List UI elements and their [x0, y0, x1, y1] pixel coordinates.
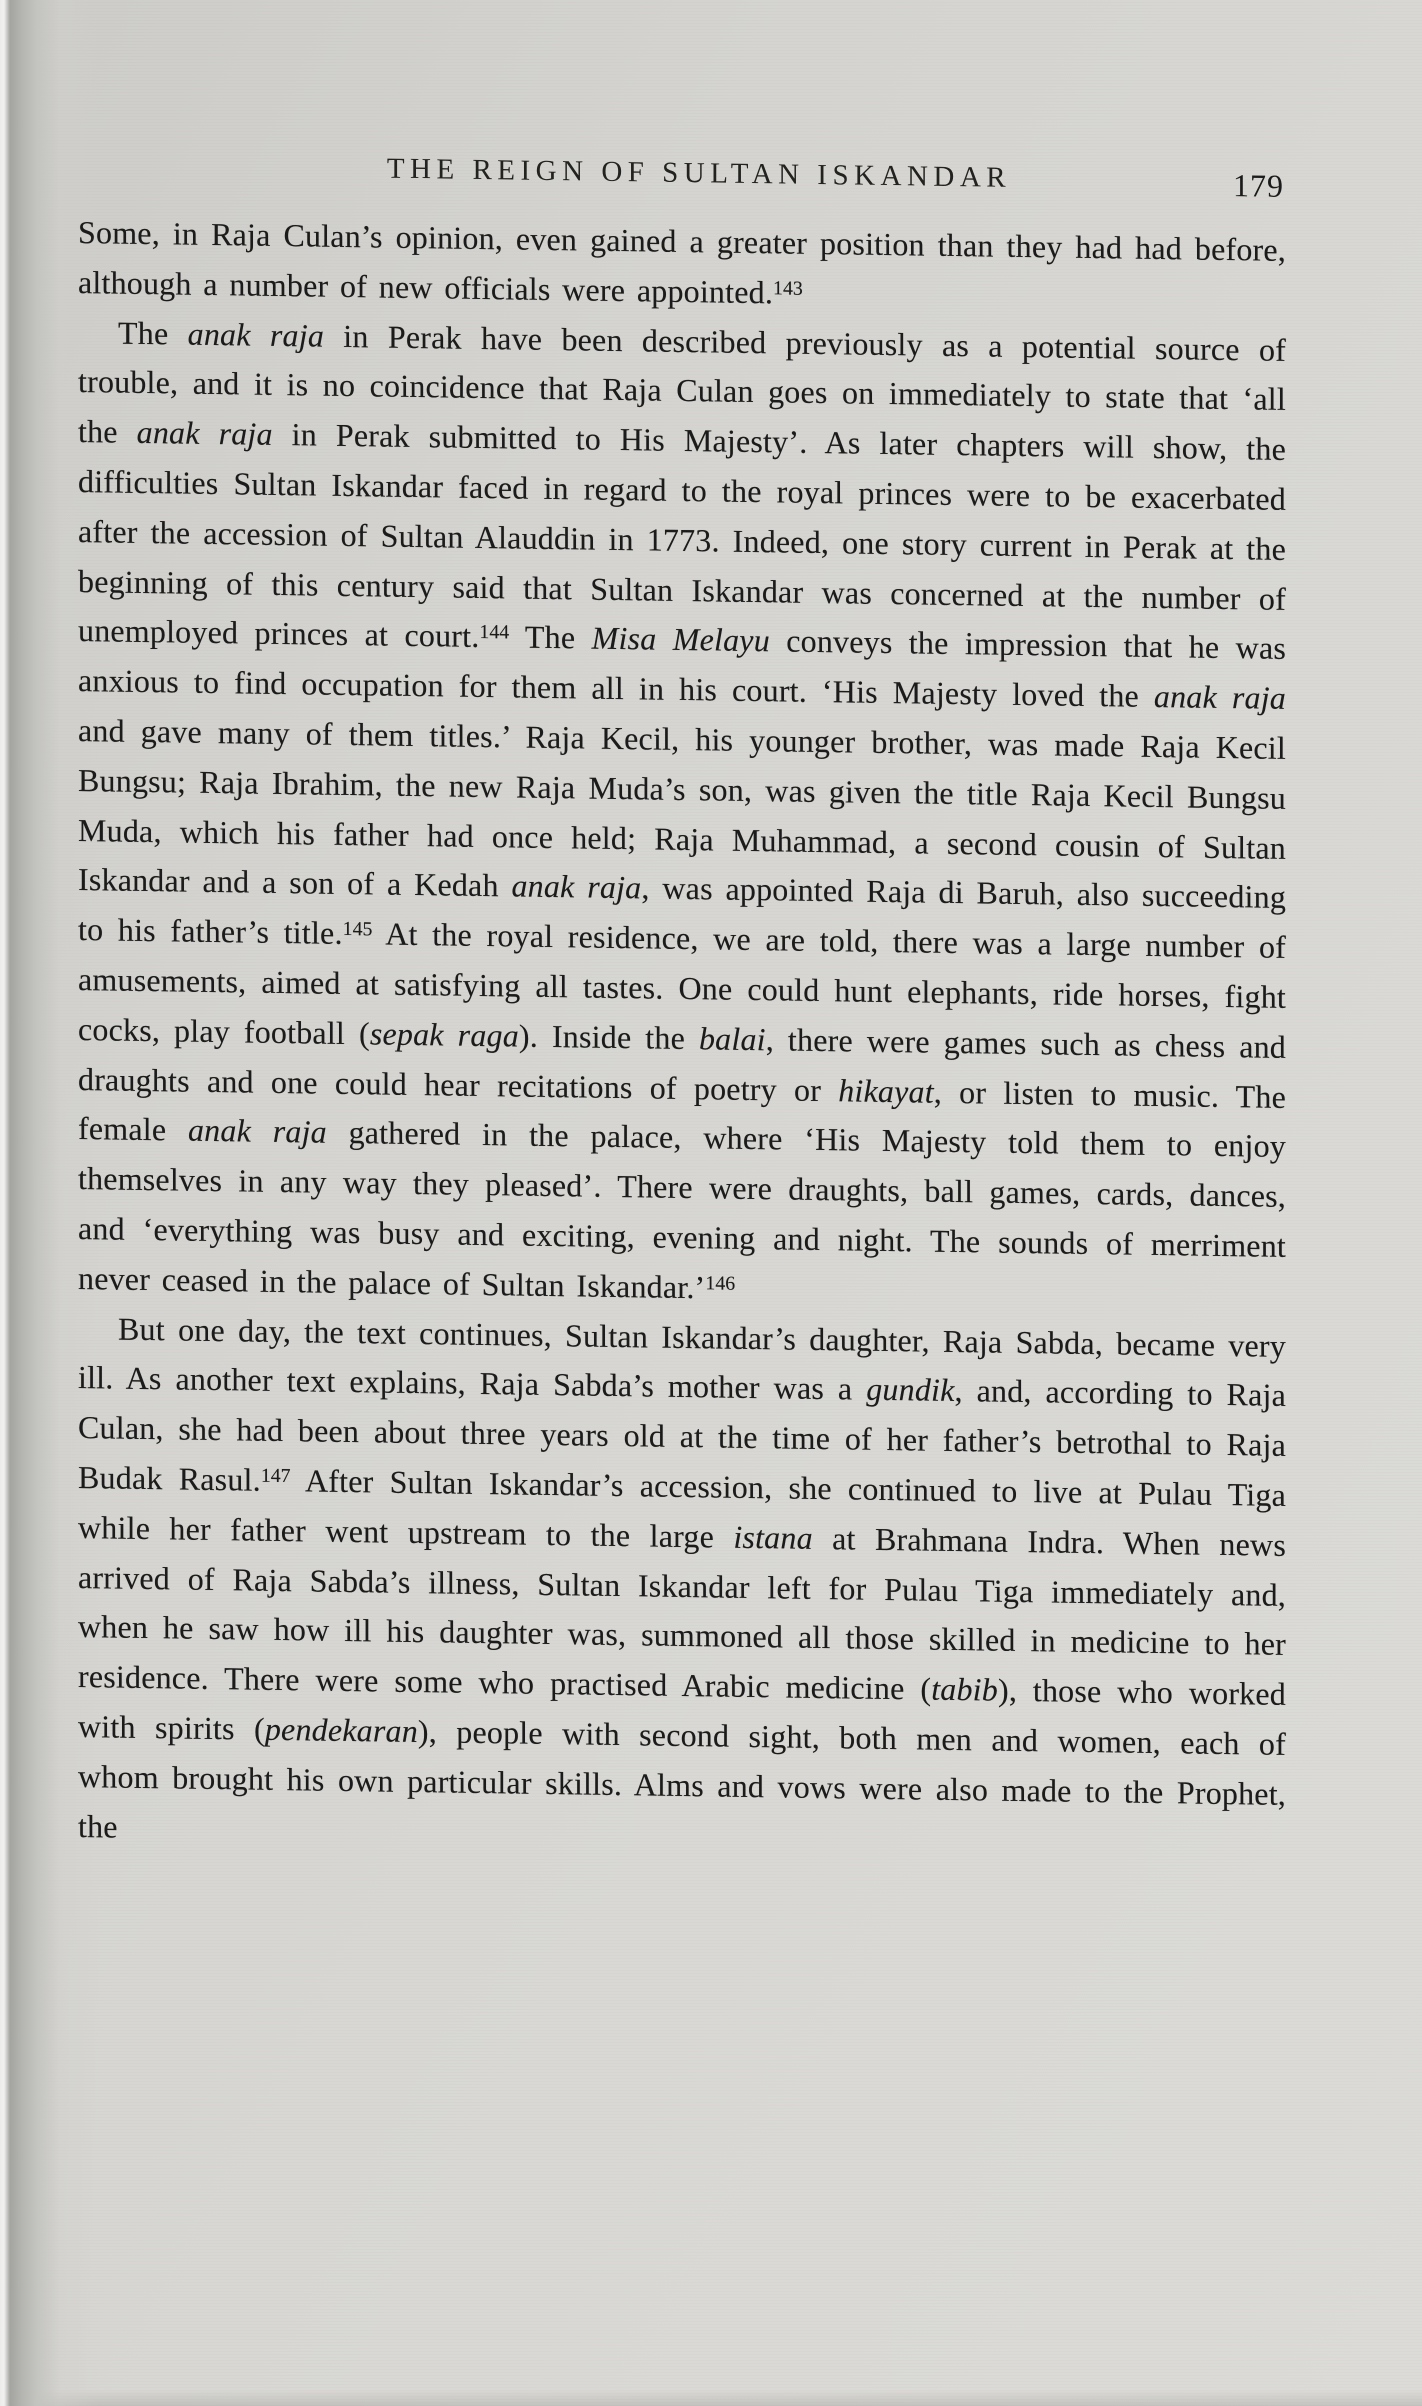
running-header [78, 148, 1286, 212]
text-run: conveys the impression that he was anxious to find occupation for them all in his court. ‘His Majesty loved the [78, 622, 1286, 715]
footnote-reference: 143 [773, 277, 803, 300]
paragraph [78, 1304, 1286, 1870]
italic-term: Misa Melayu [591, 619, 770, 659]
footnote-reference: 146 [705, 1272, 736, 1295]
italic-term: balai [698, 1019, 766, 1057]
footnote-reference: 144 [479, 621, 510, 644]
text-run: ), people with second sight, both men and women, each of whom brought his own particular skills. Alms and vows were also made to the Prophet, the [78, 1712, 1286, 1845]
paragraph [78, 308, 1286, 1322]
italic-term: pendekaran [264, 1710, 418, 1749]
text-run: in Perak have been described previously as a potential source of trouble, and it is no coincidence that Raja Culan goes on immediately to state that ‘all the [78, 317, 1286, 451]
text-run: gathered in the palace, where ‘His Majesty told them to enjoy themselves in any way they pleased’. There were draughts, ball games, cards, dances, and ‘everything was busy and exciting, evening and night. The sounds of merriment never ceased in the palace of Sultan Iskandar.’ [78, 1114, 1286, 1306]
italic-term: tabib [931, 1670, 998, 1708]
italic-term: hikayat [838, 1071, 934, 1110]
footnote-reference: 147 [260, 1464, 291, 1488]
text-run: At the royal residence, we are told, there was a large number of amusements, aimed at satisfying all tastes. One could hunt elephants, ride horses, fight cocks, play football ( [78, 915, 1287, 1052]
text-run: , and, according to Raja Culan, she had been about three years old at the time of her father’s betrothal to Raja Budak Rasul. [78, 1372, 1286, 1498]
text-run: and gave many of them titles.’ Raja Kecil, his younger brother, was made Raja Kecil Bungsu; Raja Ibrahim, the new Raja Muda’s son, was given the title Raja Kecil Bungsu Muda, which his father had once held; Raja Muhammad, a second cousin of Sultan Iskandar and a son of a Kedah [78, 711, 1286, 904]
text-run: , there were games such as chess and draughts and one could hear recitations of poetry or [78, 1020, 1286, 1108]
paragraph [78, 208, 1286, 326]
italic-term: gundik [866, 1371, 955, 1409]
italic-term: anak raja [187, 1111, 327, 1151]
footnote-reference: 145 [342, 918, 373, 941]
text-run: , or listen to music. The female [78, 1073, 1286, 1148]
text-run: The [118, 314, 188, 352]
italic-term: sepak raga [369, 1015, 519, 1054]
text-run: But one day, the text continues, Sultan Iskandar’s daughter, Raja Sabda, became very ill. As another text explains, Raja Sabda’s mother was a [78, 1310, 1286, 1408]
text-run: ), those who worked with spirits ( [78, 1671, 1286, 1747]
text-run: After Sultan Iskandar’s accession, she continued to live at Pulau Tiga while her father went upstream to the large [78, 1462, 1287, 1555]
chapter-running-title: THE REIGN OF SULTAN ISKANDAR [386, 152, 1012, 194]
text-run: The [509, 618, 592, 656]
page-number: 179 [1233, 167, 1284, 204]
text-run: , was appointed Raja di Baruh, also succeeding to his father’s title. [78, 869, 1287, 952]
page-content [78, 148, 1286, 1869]
italic-term: anak raja [1153, 678, 1286, 717]
text-run: Some, in Raja Culan’s opinion, even gained a greater position than they had had before, although a number of new officials were appointed. [78, 214, 1286, 311]
text-run: ). Inside the [518, 1017, 699, 1056]
italic-term: anak raja [511, 867, 642, 906]
italic-term: istana [733, 1518, 813, 1556]
body-text [78, 208, 1286, 1869]
text-run: at Brahmana Indra. When news arrived of Raja Sabda’s illness, Sultan Iskandar left for Pulau Tiga immediately and, when he saw how ill his daughter was, summoned all those skilled in medicine to her residence. There were some who practised Arabic medicine ( [78, 1519, 1286, 1707]
text-run: in Perak submitted to His Majesty’. As later chapters will show, the difficulties Sultan Iskandar faced in regard to the royal princes were to be exacerbated after the accession of Sultan Alauddin in 1773. Indeed, one story current in Perak at the beginning of this century said that Sultan Iskandar was concerned at the number of unemployed princes at court. [78, 416, 1286, 655]
italic-term: anak raja [187, 315, 325, 354]
italic-term: anak raja [136, 414, 273, 453]
